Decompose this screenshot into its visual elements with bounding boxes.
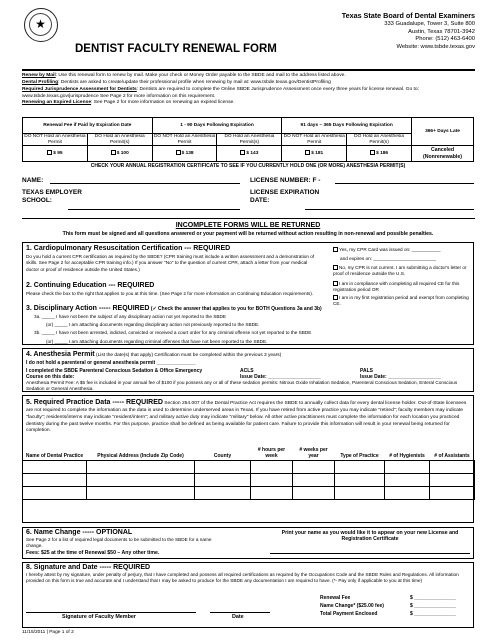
name-field[interactable]: [50, 183, 240, 184]
payment-amounts: [410, 594, 456, 618]
checkbox-icon[interactable]: [370, 150, 375, 155]
profiling-text: : Dentists are asked to create/update their professional profile when renewing by mail at: www.tsbde.texas.gov/DentistProfiling: [58, 79, 331, 85]
s1-text: Do you hold a current CPR certification as required by the SBDE? (CPR training must include a written assessment and a demonstration of skills. See Page 2 for acceptable CPR training info.) If you answer "No" to the question of current CPR, attach a letter from your medical doctor or proof of residence outside the United States.): [26, 254, 315, 272]
s2-options: [333, 281, 475, 307]
s6-title: 6. Name Change ----- OPTIONAL: [26, 529, 133, 536]
s1-yes: Yes, my CPR Card was issued on: ___________: [339, 247, 441, 252]
website: Website: www.tsbde.texas.gov: [396, 43, 475, 50]
checkbox-icon[interactable]: [240, 150, 245, 155]
fee-amount[interactable]: [217, 146, 282, 162]
s3-answers: [34, 313, 474, 346]
col-assistants: # of Assistants: [434, 452, 470, 459]
signature-label: Signature of Faculty Member: [62, 614, 136, 620]
fee-amount-label: $ 186: [376, 151, 389, 156]
date-field[interactable]: [210, 612, 270, 613]
checkbox-icon[interactable]: [333, 295, 338, 300]
fee-amount-label: $ 143: [246, 151, 259, 156]
s8-title: 8. Signature and Date ----- REQUIRED: [26, 564, 151, 571]
s5-text: Section 254.007 of the Dental Practice Act requires the SBDE to annually collect data for every dental license holder. Out-of-State licensees are not required to complete the information as the data is used to determine underserved areas in Texas. If you have retired from active practice you may indicate "retired"; faculty members may indicate "faculty"; residents/interns may indicate "resident/intern"; and military active duty may indicate "military" below. All other active practitioners must complete the information for each location you practiced dentistry during the past twelve months. For this purpose, practice shall be defined as being available for patient care. Failure to provide this information will result in your renewal being returned for completion.: [26, 401, 467, 434]
s6-text: See Page 2 for a list of required legal documents to be submitted to the SBDE for a name change.: [26, 537, 212, 549]
name-change-amount[interactable]: $ _______________: [410, 603, 456, 609]
employer-field[interactable]: [68, 209, 240, 210]
payment-labels: [320, 594, 384, 618]
checkbox-icon[interactable]: [47, 150, 52, 155]
checkbox-icon[interactable]: [176, 150, 181, 155]
jurisprudence-text: : Dentists are required to complete the Online SBDE Jurisprudence Assessment once every three years for license renewal. Go to: www.tsbde.texas.gov/jurisprudence See Page 2 for more information on this requirement.: [22, 86, 419, 99]
address-line-1: 333 Guadalupe, Tower 3, Suite 800: [384, 21, 475, 27]
mail-text: : Use this renewal form to renew by mail. Make your check or Money Order payable to the SBDE and mail to the address listed above.: [55, 73, 346, 78]
header-divider: [22, 69, 475, 71]
s1-expires: and expires on: ________________________: [340, 256, 436, 262]
s1-title: 1. Cardiopulmonary Resuscitation Certification --- REQUIRED: [26, 245, 231, 252]
fee-amount-label: $ 95: [53, 151, 63, 156]
divider: [22, 218, 475, 219]
signature-field[interactable]: [26, 612, 196, 613]
pals-issue[interactable]: Issue Date: ___________________: [360, 374, 441, 380]
fee-amount[interactable]: [87, 146, 152, 162]
form-title: DENTIST FACULTY RENEWAL FORM: [75, 43, 277, 55]
expiration-field[interactable]: [305, 209, 474, 210]
renewal-fee-amount[interactable]: $ _______________: [410, 595, 456, 601]
new-name-field[interactable]: [270, 553, 470, 554]
s4-fee-note: Anesthesia Permit Fee: A $5 fee is included in your annual fee of $100 if you possess any or all of these sedation permits: Nitrous Oxide Inhalation Sedation, Parenteral Conscious Sedation, Enteral Conscious Sedation or General Anesthesia.: [26, 380, 458, 392]
fee-amount[interactable]: [282, 146, 347, 162]
table-row[interactable]: [23, 486, 475, 499]
date-label: Date: [232, 614, 244, 620]
license-label: LICENSE NUMBER: F -: [250, 177, 321, 184]
fee-amount[interactable]: [347, 146, 412, 162]
s6-fees: Fees: $25 at the time of Renewal $50 – Any other time.: [26, 550, 160, 556]
col-weeks: # weeks per year: [299, 447, 328, 459]
fee-table: [22, 117, 474, 162]
s8-text: I hereby attest by my signature, under penalty of perjury, that I have completed and possess all required certifications as required by the Occupations Code and the SBDE Rules and Regulations. All information provided on this form is true and accurate and I understand that I may be asked to produce for the SBDE any documentation I am required to have. (*- Pay only if applicable to you at this time): [26, 572, 459, 584]
s3-b1[interactable]: 3b. _____ I have not been arrested, indicted, convicted or received a court order for any criminal offense not yet reported to the SBDE: [34, 330, 312, 336]
s5-content: [26, 398, 470, 435]
fee-cancelled: Canceled (Nonrenewable): [412, 146, 474, 162]
s3-title: 3. Disciplinary Action ----- REQUIRED: [26, 305, 150, 312]
s3-b2[interactable]: (or) _____ I am attaching documents regarding criminal offenses that have not been reported to the SBDE.: [46, 338, 268, 344]
col-practice: Name of Dental Practice: [25, 452, 84, 459]
table-row[interactable]: [23, 473, 475, 486]
fee-amount-label: $ 100: [116, 151, 129, 156]
s2-text: Please check the box to the right that applies to you at this time. (See Page 2 for more information on Continuing Education requirements).: [26, 291, 314, 296]
s4-title: 4. Anesthesia Permit: [26, 351, 95, 358]
name-label: NAME:: [22, 177, 44, 184]
fee-sub-permit: DO Hold an Anesthesia Permit(s): [217, 134, 282, 146]
fee-sub-no-permit: DO NOT Hold an Anesthesia Permit: [283, 134, 345, 145]
acls-label: ACLS: [240, 368, 254, 374]
acls-issue[interactable]: Issue Date: ___________________: [240, 374, 321, 380]
mail-label: Renew by Mail: [22, 73, 56, 78]
col-hours: # hours per week: [257, 447, 286, 459]
state-seal-logo: ★: [24, 8, 58, 42]
s4-sedation: I completed the SBDE Parenteral Conscious Sedation & Office Emergency Course on this date:: [26, 368, 203, 380]
fee-amount[interactable]: [23, 146, 88, 162]
col-type: Type of Practice: [340, 452, 379, 459]
checkbox-icon[interactable]: [333, 247, 338, 252]
total-label: Total Payment Enclosed: [320, 611, 378, 617]
incomplete-title: INCOMPLETE FORMS WILL BE RETURNED: [175, 222, 321, 229]
fee-amount-label: $ 138: [181, 151, 194, 156]
s2-opt2: I am in my first registration period and exempt from completing CE.: [333, 294, 469, 307]
phone: Phone: (512) 463-6400: [415, 36, 475, 43]
fee-amount[interactable]: [152, 146, 217, 162]
fee-header-366: 366+ Days Late: [412, 118, 474, 146]
check-note: CHECK YOUR ANNUAL REGISTRATION CERTIFICATE TO SEE IF YOU CURRENTLY HOLD ONE (OR MORE) ANESTHESIA PERMIT(S): [90, 163, 406, 169]
incomplete-text: This form must be signed and all questions answered or your payment will be returned without action resulting in non-renewal and possible penalties.: [62, 231, 434, 237]
board-address: [384, 21, 475, 52]
jurisprudence-label: Required Jurisprudence Assessment for Dentists: [22, 86, 137, 92]
s2-title: 2. Continuing Education --- REQUIRED: [26, 282, 155, 289]
checkbox-icon[interactable]: [333, 265, 338, 270]
pals-label: PALS: [360, 368, 373, 374]
name-change-label: Name Change* ($25.00 fee): [320, 603, 384, 609]
checkbox-icon[interactable]: [333, 281, 338, 286]
s3-a2[interactable]: (or) _____ I am attaching documents regarding disciplinary action not previously reported to the SBDE.: [46, 322, 260, 328]
s1-options: [333, 247, 475, 277]
total-amount[interactable]: $ _______________: [410, 611, 456, 617]
s2-opt1: I am in compliance with completing all required CE for this registration period OR: [333, 281, 460, 293]
s3-a1[interactable]: 3a. _____ I have not been the subject of any disciplinary action not yet reported to the SBDE: [34, 314, 227, 319]
s5-title: 5. Required Practice Data ----- REQUIRED: [26, 399, 163, 406]
s1-no: No, my CPR is not current. I am submitting a doctor's letter or proof of residence outside the U.S.: [333, 264, 467, 277]
col-address: Physical Address (Include Zip Code): [97, 452, 184, 459]
col-county: County: [213, 452, 232, 459]
col-hygienists: # of Hygienists: [389, 452, 425, 459]
expiration-label: LICENSE EXPIRATION DATE:: [250, 189, 320, 205]
fee-header-ontime: Renewal Fee if Paid by Expiration Date: [23, 118, 153, 134]
s6-print-note: Print your name as you would like it to appear on your new License and Registration Certificate: [281, 530, 459, 543]
address-line-2: Austin, Texas 78701-3942: [408, 28, 475, 35]
s4-acls: [240, 368, 321, 380]
s4-no-permit[interactable]: I do not hold a parenteral or general anesthesia permit ______________: [26, 360, 196, 366]
expired-text: : See Page 2 for more information on renewing an expired license.: [91, 100, 235, 106]
license-field[interactable]: [335, 183, 474, 184]
expired-label: Renewing an Expired License: [22, 100, 92, 106]
fee-sub-no-permit: DO NOT Hold an Anesthesia Permit: [24, 134, 86, 145]
checkbox-icon[interactable]: [111, 150, 116, 155]
fee-sub-no-permit: DO NOT Hold an Anesthesia Permit: [153, 134, 216, 145]
s3-check: (✓ Check the answer that applies to you for BOTH Questions 3a and 3b): [150, 306, 322, 312]
fee-header-90: 1 - 90 Days Following Expiration: [152, 118, 282, 134]
profiling-label: Dental Profiling: [22, 79, 59, 85]
table-row[interactable]: [23, 460, 475, 473]
fee-header-365: 91 days – 365 Days Following Expiration: [282, 118, 412, 134]
renewal-fee-label: Renewal Fee: [320, 595, 351, 601]
fee-sub-permit: DO Hold an Anesthesia Permit(s): [347, 134, 412, 146]
fee-amount-label: $ 181: [311, 151, 324, 156]
s4-heading: [26, 351, 281, 359]
footer: 11/15/2011 | Page 1 of 2: [22, 630, 74, 635]
fee-sub-permit: DO Hold an Anesthesia Permit(s): [87, 134, 152, 146]
employer-label: TEXAS EMPLOYER SCHOOL:: [22, 189, 82, 205]
s4-pals: [360, 368, 441, 380]
practice-table: [22, 448, 475, 500]
board-name: Texas State Board of Dental Examiners: [341, 11, 475, 20]
intro-text: [22, 73, 475, 107]
checkbox-icon[interactable]: [305, 150, 310, 155]
s4-hint: (List the date(s) that apply) Certification must be completed within the previous 3 years): [96, 353, 282, 358]
